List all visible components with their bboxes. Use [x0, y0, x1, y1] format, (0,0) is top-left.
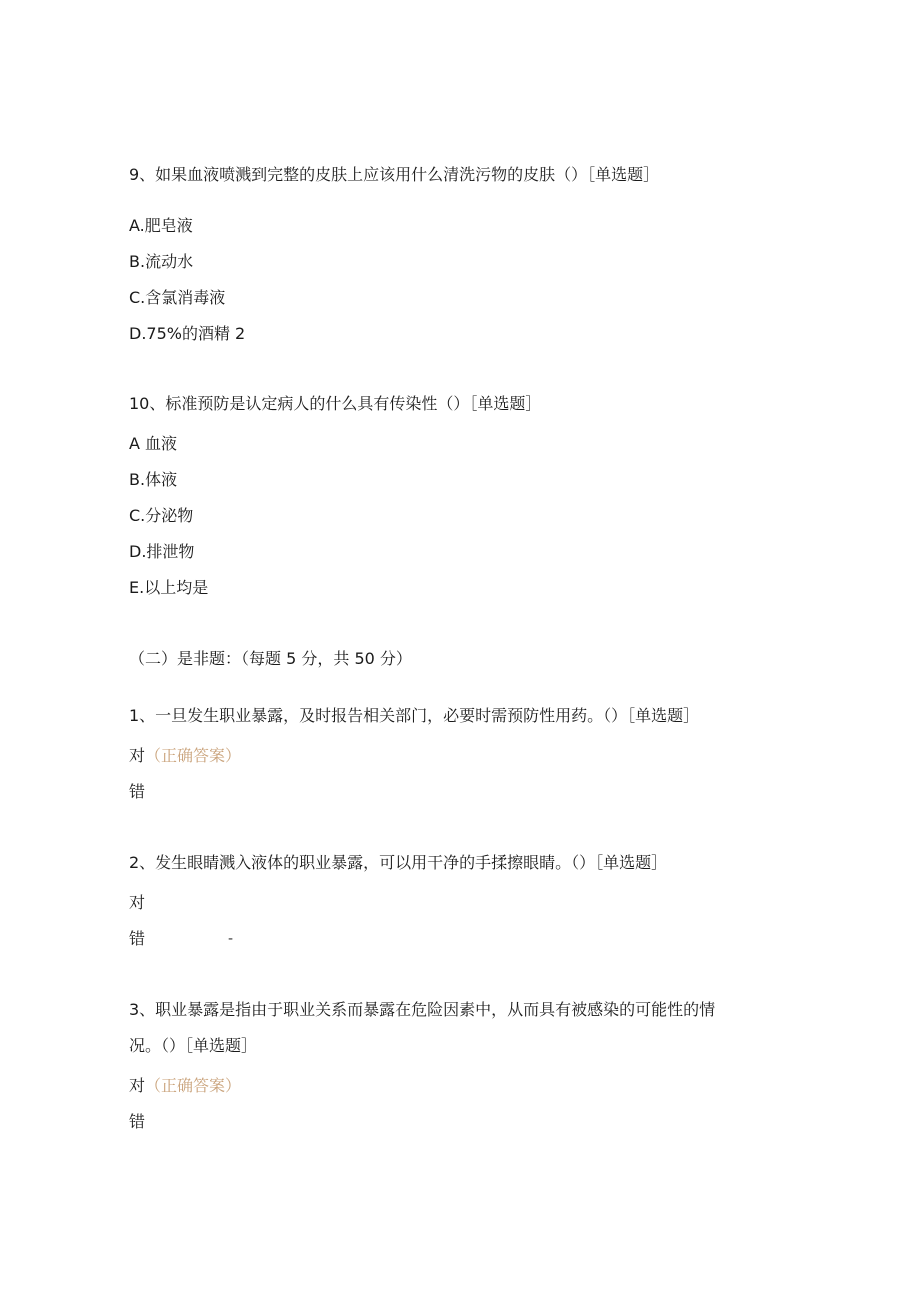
q9-option-b[interactable]: B.流动水 — [129, 252, 194, 271]
tf3-option-true[interactable] — [129, 1076, 241, 1096]
tf3-true-label: 对 — [129, 1076, 146, 1095]
q10-option-d[interactable]: D.排泄物 — [129, 542, 195, 561]
question-10: 10、标准预防是认定病人的什么具有传染性（）［单选题］ — [129, 394, 542, 413]
q10-option-a[interactable]: A 血液 — [129, 434, 178, 453]
q9-option-a[interactable]: A.肥皂液 — [129, 216, 193, 235]
stray-mark: - — [228, 931, 234, 947]
tf-question-3-line-1: 3、职业暴露是指由于职业关系而暴露在危险因素中，从而具有被感染的可能性的情 — [129, 1000, 716, 1019]
tf3-option-false[interactable]: 错 — [129, 1112, 146, 1131]
tf-question-3-line-2: 况。（）［单选题］ — [129, 1036, 258, 1055]
q10-option-c[interactable]: C.分泌物 — [129, 506, 194, 525]
tf2-option-false[interactable]: 错 — [129, 929, 146, 948]
q10-option-b[interactable]: B.体液 — [129, 470, 178, 489]
tf-question-1: 1、一旦发生职业暴露，及时报告相关部门，必要时需预防性用药。（）［单选题］ — [129, 706, 700, 725]
correct-answer-note: （正确答案） — [145, 1076, 242, 1095]
correct-answer-note: （正确答案） — [145, 746, 242, 765]
q9-option-c[interactable]: C.含氯消毒液 — [129, 288, 226, 307]
q9-option-d[interactable]: D.75%的酒精 2 — [129, 324, 246, 343]
tf2-option-true[interactable]: 对 — [129, 893, 146, 912]
tf-question-2: 2、发生眼睛溅入液体的职业暴露，可以用干净的手揉擦眼睛。（）［单选题］ — [129, 853, 668, 872]
section-heading-true-false: （二）是非题：（每题 5 分，共 50 分） — [129, 649, 412, 668]
tf1-option-false[interactable]: 错 — [129, 782, 146, 801]
tf1-true-label: 对 — [129, 746, 146, 765]
q10-option-e[interactable]: E.以上均是 — [129, 578, 209, 597]
question-9: 9、如果血液喷溅到完整的皮肤上应该用什么清洗污物的皮肤（）［单选题］ — [129, 165, 660, 184]
tf1-option-true[interactable] — [129, 746, 241, 766]
